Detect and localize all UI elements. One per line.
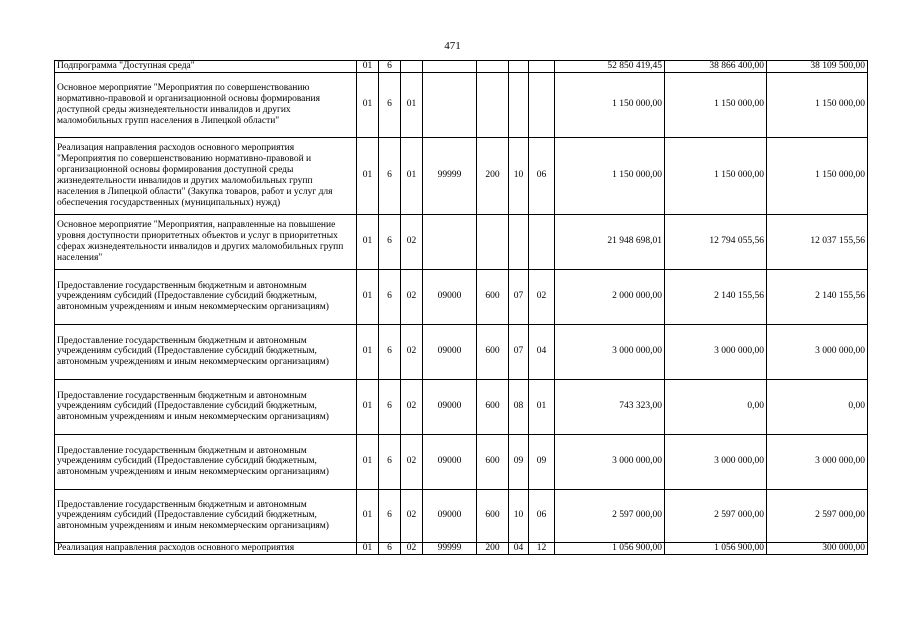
amount-year-1-cell: 3 000 000,00 xyxy=(555,434,665,489)
program-code-cell: 01 xyxy=(357,324,379,379)
expense-type-cell: 600 xyxy=(477,489,509,542)
table-row xyxy=(55,72,868,137)
subprogram-code-cell: 6 xyxy=(379,72,401,137)
section-code-cell: 07 xyxy=(509,324,529,379)
amount-year-3-cell: 0,00 xyxy=(767,379,868,434)
table-row xyxy=(55,434,868,489)
amount-year-2-cell: 1 150 000,00 xyxy=(665,137,767,214)
section-code-cell xyxy=(509,72,529,137)
subsection-code-cell: 09 xyxy=(529,434,555,489)
amount-year-2-cell: 2 597 000,00 xyxy=(665,489,767,542)
subsection-code-cell xyxy=(529,61,555,73)
expense-type-cell: 600 xyxy=(477,434,509,489)
direction-code-cell: 09000 xyxy=(423,489,477,542)
direction-code-cell: 99999 xyxy=(423,542,477,554)
table-row xyxy=(55,324,868,379)
direction-code-cell: 09000 xyxy=(423,379,477,434)
direction-code-cell xyxy=(423,72,477,137)
amount-year-1-cell: 52 850 419,45 xyxy=(555,61,665,73)
direction-code-cell: 09000 xyxy=(423,434,477,489)
amount-year-1-cell: 1 056 900,00 xyxy=(555,542,665,554)
activity-code-cell: 02 xyxy=(401,489,423,542)
direction-code-cell xyxy=(423,61,477,73)
expense-type-cell xyxy=(477,214,509,269)
activity-code-cell: 01 xyxy=(401,72,423,137)
amount-year-2-cell: 3 000 000,00 xyxy=(665,434,767,489)
subprogram-code-cell: 6 xyxy=(379,269,401,324)
row-name-cell: Предоставление государственным бюджетным и автономным учреждениям субсидий (Предоставление субсидий бюджетным, автономным учреждениям и иным некоммерческим организациям) xyxy=(55,434,357,489)
budget-table xyxy=(54,60,868,555)
amount-year-1-cell: 2 597 000,00 xyxy=(555,489,665,542)
amount-year-3-cell: 12 037 155,56 xyxy=(767,214,868,269)
subsection-code-cell: 02 xyxy=(529,269,555,324)
amount-year-2-cell: 12 794 055,56 xyxy=(665,214,767,269)
amount-year-3-cell: 3 000 000,00 xyxy=(767,434,868,489)
program-code-cell: 01 xyxy=(357,214,379,269)
expense-type-cell xyxy=(477,72,509,137)
section-code-cell: 04 xyxy=(509,542,529,554)
amount-year-3-cell: 1 150 000,00 xyxy=(767,137,868,214)
amount-year-3-cell: 2 597 000,00 xyxy=(767,489,868,542)
table-row xyxy=(55,379,868,434)
subsection-code-cell: 01 xyxy=(529,379,555,434)
amount-year-1-cell: 2 000 000,00 xyxy=(555,269,665,324)
table-row xyxy=(55,269,868,324)
activity-code-cell: 02 xyxy=(401,379,423,434)
activity-code-cell xyxy=(401,61,423,73)
program-code-cell: 01 xyxy=(357,269,379,324)
section-code-cell xyxy=(509,214,529,269)
section-code-cell: 09 xyxy=(509,434,529,489)
subprogram-code-cell: 6 xyxy=(379,324,401,379)
amount-year-1-cell: 1 150 000,00 xyxy=(555,72,665,137)
program-code-cell: 01 xyxy=(357,542,379,554)
budget-table-body xyxy=(55,61,868,555)
direction-code-cell: 99999 xyxy=(423,137,477,214)
amount-year-2-cell: 1 056 900,00 xyxy=(665,542,767,554)
activity-code-cell: 02 xyxy=(401,324,423,379)
subsection-code-cell: 12 xyxy=(529,542,555,554)
row-name-cell: Основное мероприятие "Мероприятия по совершенствованию нормативно-правовой и организационной основы формирования доступной среды жизнедеятельности инвалидов и других маломобильных групп населения в Липецкой области" xyxy=(55,72,357,137)
subprogram-code-cell: 6 xyxy=(379,542,401,554)
expense-type-cell: 200 xyxy=(477,137,509,214)
row-name-cell: Реализация направления расходов основного мероприятия "Мероприятия по совершенствованию нормативно-правовой и организационной основы формирования доступной среды жизнедеятельности инвалидов и других маломобильных групп населения в Липецкой области" (Закупка товаров, работ и услуг для обеспечения государственных (муниципальных) нужд) xyxy=(55,137,357,214)
subsection-code-cell: 06 xyxy=(529,489,555,542)
direction-code-cell xyxy=(423,214,477,269)
amount-year-1-cell: 21 948 698,01 xyxy=(555,214,665,269)
row-name-cell: Реализация направления расходов основного мероприятия xyxy=(55,542,357,554)
row-name-cell: Предоставление государственным бюджетным и автономным учреждениям субсидий (Предоставление субсидий бюджетным, автономным учреждениям и иным некоммерческим организациям) xyxy=(55,489,357,542)
amount-year-2-cell: 0,00 xyxy=(665,379,767,434)
program-code-cell: 01 xyxy=(357,61,379,73)
amount-year-2-cell: 2 140 155,56 xyxy=(665,269,767,324)
row-name-cell: Предоставление государственным бюджетным и автономным учреждениям субсидий (Предоставление субсидий бюджетным, автономным учреждениям и иным некоммерческим организациям) xyxy=(55,324,357,379)
program-code-cell: 01 xyxy=(357,434,379,489)
amount-year-1-cell: 1 150 000,00 xyxy=(555,137,665,214)
amount-year-1-cell: 743 323,00 xyxy=(555,379,665,434)
amount-year-3-cell: 2 140 155,56 xyxy=(767,269,868,324)
section-code-cell: 10 xyxy=(509,137,529,214)
amount-year-3-cell: 300 000,00 xyxy=(767,542,868,554)
expense-type-cell: 600 xyxy=(477,269,509,324)
subprogram-code-cell: 6 xyxy=(379,137,401,214)
table-row xyxy=(55,489,868,542)
amount-year-2-cell: 3 000 000,00 xyxy=(665,324,767,379)
table-row xyxy=(55,137,868,214)
subprogram-code-cell: 6 xyxy=(379,489,401,542)
row-name-cell: Основное мероприятие "Мероприятия, направленные на повышение уровня доступности приоритетных объектов и услуг в приоритетных сферах жизнедеятельности инвалидов и других маломобильных групп населения" xyxy=(55,214,357,269)
direction-code-cell: 09000 xyxy=(423,269,477,324)
amount-year-3-cell: 3 000 000,00 xyxy=(767,324,868,379)
page-number: 471 xyxy=(444,40,461,52)
amount-year-3-cell: 38 109 500,00 xyxy=(767,61,868,73)
subprogram-code-cell: 6 xyxy=(379,214,401,269)
row-name-cell: Подпрограмма "Доступная среда" xyxy=(55,61,357,73)
section-code-cell xyxy=(509,61,529,73)
expense-type-cell: 200 xyxy=(477,542,509,554)
expense-type-cell: 600 xyxy=(477,324,509,379)
amount-year-2-cell: 38 866 400,00 xyxy=(665,61,767,73)
subsection-code-cell xyxy=(529,72,555,137)
subprogram-code-cell: 6 xyxy=(379,434,401,489)
subprogram-code-cell: 6 xyxy=(379,61,401,73)
table-row xyxy=(55,214,868,269)
program-code-cell: 01 xyxy=(357,379,379,434)
subsection-code-cell: 06 xyxy=(529,137,555,214)
amount-year-1-cell: 3 000 000,00 xyxy=(555,324,665,379)
subprogram-code-cell: 6 xyxy=(379,379,401,434)
activity-code-cell: 02 xyxy=(401,542,423,554)
direction-code-cell: 09000 xyxy=(423,324,477,379)
amount-year-3-cell: 1 150 000,00 xyxy=(767,72,868,137)
section-code-cell: 07 xyxy=(509,269,529,324)
activity-code-cell: 02 xyxy=(401,434,423,489)
subsection-code-cell: 04 xyxy=(529,324,555,379)
section-code-cell: 08 xyxy=(509,379,529,434)
table-row xyxy=(55,61,868,73)
subsection-code-cell xyxy=(529,214,555,269)
activity-code-cell: 01 xyxy=(401,137,423,214)
table-row xyxy=(55,542,868,554)
row-name-cell: Предоставление государственным бюджетным и автономным учреждениям субсидий (Предоставление субсидий бюджетным, автономным учреждениям и иным некоммерческим организациям) xyxy=(55,379,357,434)
program-code-cell: 01 xyxy=(357,72,379,137)
expense-type-cell: 600 xyxy=(477,379,509,434)
program-code-cell: 01 xyxy=(357,137,379,214)
program-code-cell: 01 xyxy=(357,489,379,542)
activity-code-cell: 02 xyxy=(401,214,423,269)
amount-year-2-cell: 1 150 000,00 xyxy=(665,72,767,137)
row-name-cell: Предоставление государственным бюджетным и автономным учреждениям субсидий (Предоставление субсидий бюджетным, автономным учреждениям и иным некоммерческим организациям) xyxy=(55,269,357,324)
section-code-cell: 10 xyxy=(509,489,529,542)
activity-code-cell: 02 xyxy=(401,269,423,324)
expense-type-cell xyxy=(477,61,509,73)
